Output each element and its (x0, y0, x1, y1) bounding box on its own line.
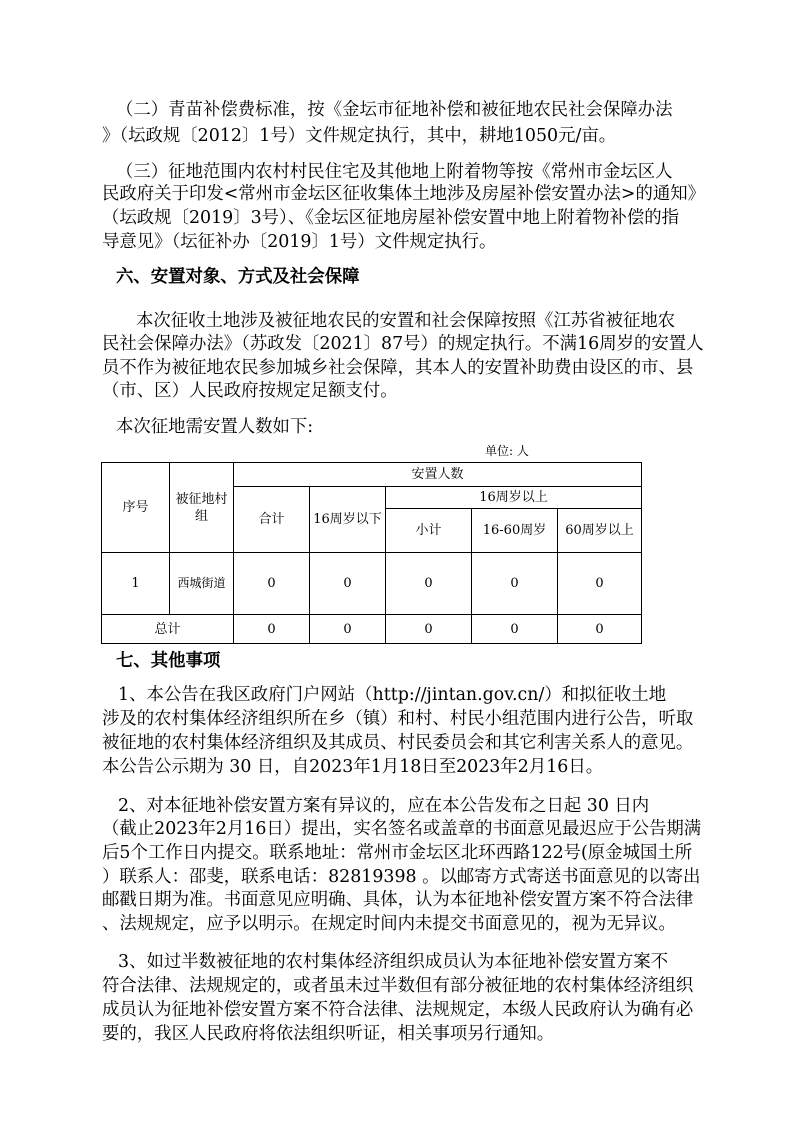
section-heading-6: 六、安置对象、方式及社会保障 (116, 267, 360, 287)
text-line: 1、本公告在我区政府门户网站（http://jintan.gov.cn/）和拟征收土地 (118, 685, 667, 705)
text-line: 》（坛政规〔2012〕1号）文件规定执行，其中，耕地1050元/亩。 (102, 126, 617, 146)
text-line: 成员认为征地补偿安置方案不符合法律、法规规定，本级人民政府认为确有必 (102, 1000, 694, 1020)
header-group: 被征地村组 (170, 463, 234, 553)
settlement-table (101, 462, 642, 644)
cell-sum-subtotal: 0 (386, 615, 472, 644)
text-line: 被征地的农村集体经济组织及其成员、村民委员会和其它利害关系人的意见。 (102, 733, 694, 753)
header-settle: 安置人数 (234, 463, 642, 487)
cell-subtotal: 0 (386, 553, 472, 615)
text-line: 、法规规定，应予以明示。在规定时间内未提交书面意见的，视为无异议。 (102, 914, 676, 934)
text-line: 导意见》（坛征补办〔2019〕1号）文件规定执行。 (102, 232, 497, 252)
text-line: 3、如过半数被征地的农村集体经济组织成员认为本征地补偿安置方案不 (118, 952, 669, 972)
cell-sum-under16: 0 (310, 615, 386, 644)
text-line: 要的，我区人民政府将依法组织听证，相关事项另行通知。 (102, 1024, 555, 1044)
cell-sum-over60: 0 (558, 615, 642, 644)
text-line: 员不作为被征地农民参加城乡社会保障，其本人的安置补助费由设区的市、县 (102, 358, 694, 378)
header-total: 合计 (234, 487, 310, 553)
cell-under16: 0 (310, 553, 386, 615)
cell-sum-16-60: 0 (472, 615, 558, 644)
text-line: 符合法律、法规规定的，或者虽未过半数但有部分被征地的农村集体经济组织 (102, 976, 694, 996)
text-line: 涉及的农村集体经济组织所在乡（镇）和村、村民小组范围内进行公告，听取 (102, 709, 694, 729)
text-line: 后5个工作日内提交。联系地址：常州市金坛区北环西路122号(原金城国土所 (102, 843, 693, 863)
text-line: ）联系人：邵斐，联系电话：82819398 。以邮寄方式寄送书面意见的以寄出 (102, 867, 701, 887)
header-seq: 序号 (102, 463, 170, 553)
table-intro: 本次征地需安置人数如下: (116, 417, 314, 437)
text-line: （坛政规〔2019〕3号）、《金坛区征地房屋补偿安置中地上附着物补偿的指 (102, 208, 680, 228)
text-line: （三）征地范围内农村村民住宅及其他地上附着物等按《常州市金坛区人 (116, 162, 673, 182)
cell-sum-label: 总计 (102, 615, 234, 644)
text-line: （截止2023年2月16日）提出，实名签名或盖章的书面意见最迟应于公告期满 (102, 819, 702, 839)
text-line: 民政府关于印发<常州市金坛区征收集体土地涉及房屋补偿安置办法>的通知》 (102, 184, 706, 204)
header-16-60: 16-60周岁 (472, 509, 558, 553)
text-line: 邮戳日期为准。书面意见应明确、具体，认为本征地补偿安置方案不符合法律 (102, 890, 694, 910)
cell-group: 西城街道 (170, 553, 234, 615)
table-row (102, 553, 642, 615)
header-subtotal: 小计 (386, 509, 472, 553)
table-sum-row (102, 615, 642, 644)
header-over16: 16周岁以上 (386, 487, 642, 509)
text-line: （二）青苗补偿费标准，按《金坛市征地补偿和被征地农民社会保障办法 (116, 100, 673, 120)
cell-total: 0 (234, 553, 310, 615)
text-line: 2、对本征地补偿安置方案有异议的，应在本公告发布之日起 30 日内 (118, 796, 650, 816)
header-under16: 16周岁以下 (310, 487, 386, 553)
text-line: 民社会保障办法》（苏政发〔2021〕87号）的规定执行。不满16周岁的安置人 (102, 334, 704, 354)
text-line: 本公告公示期为 30 日，自2023年1月18日至2023年2月16日。 (102, 757, 604, 777)
header-over60: 60周岁以上 (558, 509, 642, 553)
cell-over60: 0 (558, 553, 642, 615)
text-line: （市、区）人民政府按规定足额支付。 (102, 381, 398, 401)
section-heading-7: 七、其他事项 (116, 651, 221, 671)
text-line: 本次征收土地涉及被征地农民的安置和社会保障按照《江苏省被征地农 (136, 311, 676, 331)
cell-16-60: 0 (472, 553, 558, 615)
unit-label: 单位: 人 (485, 444, 529, 458)
cell-seq: 1 (102, 553, 170, 615)
cell-sum-total: 0 (234, 615, 310, 644)
